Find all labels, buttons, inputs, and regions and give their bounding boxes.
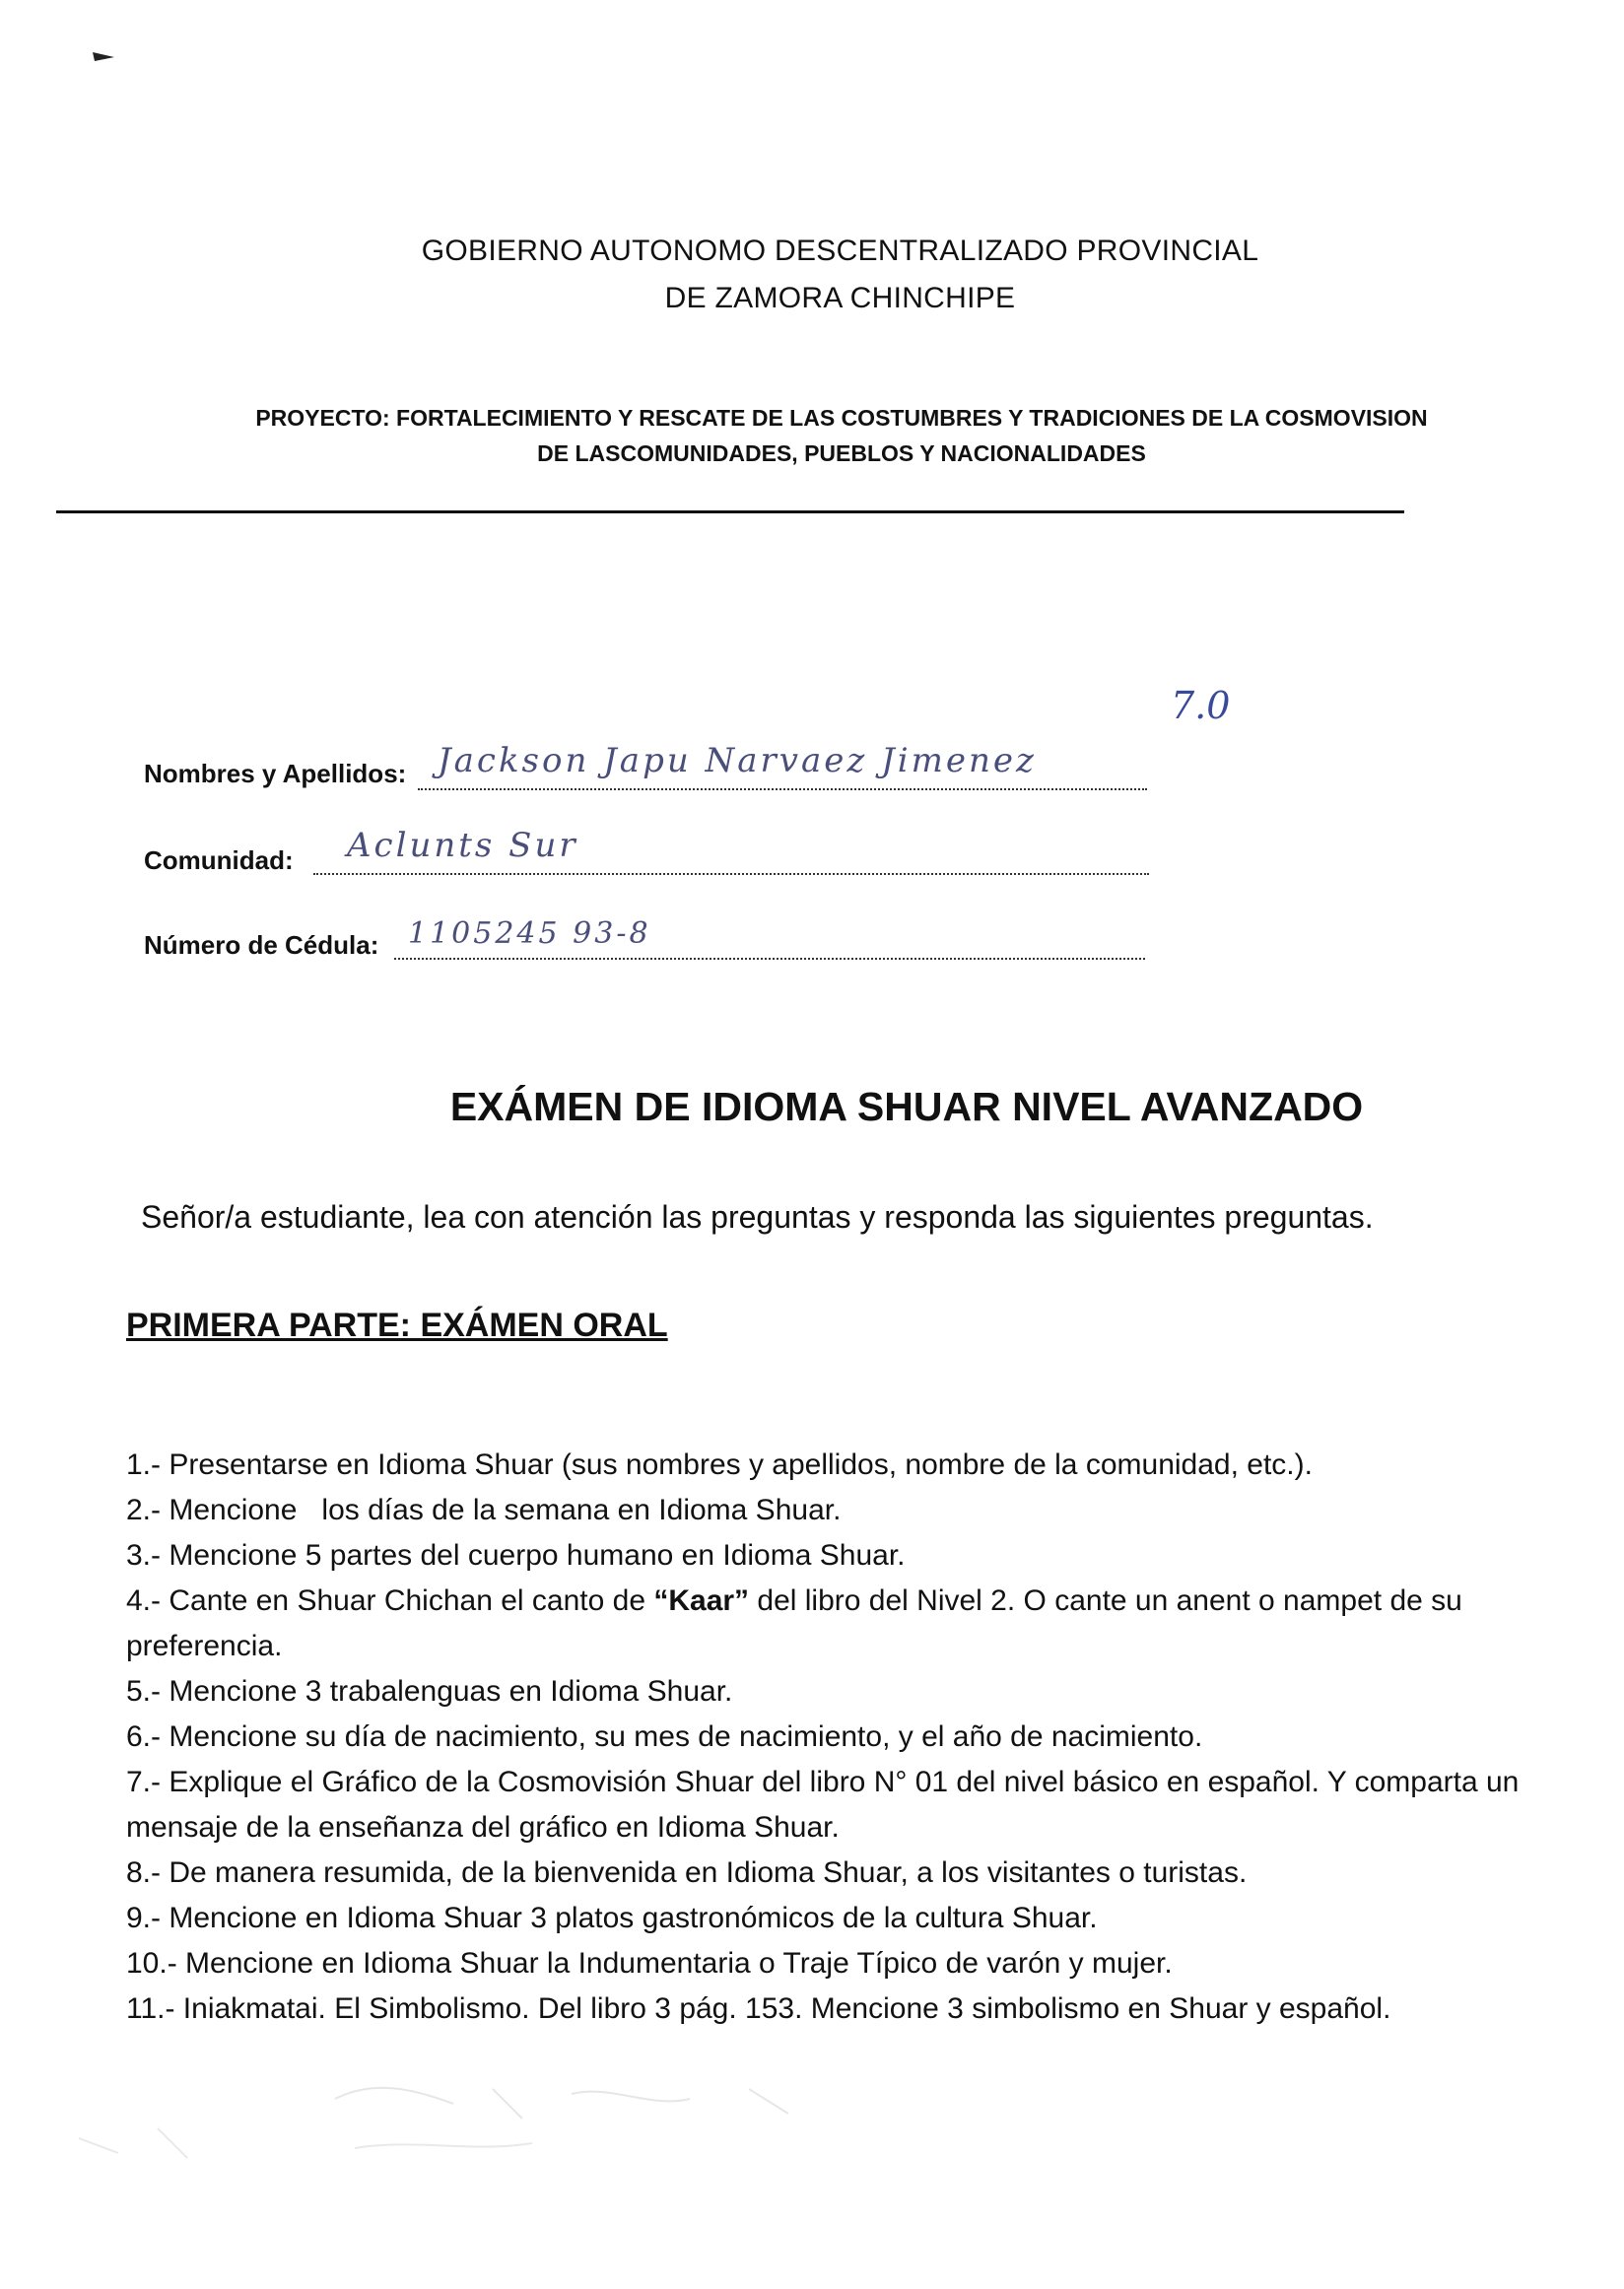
community-label: Comunidad: [144,845,294,875]
question-2: 2.- Mencione los días de la semana en Idioma Shuar. [126,1494,842,1526]
part-title: PRIMERA PARTE: EXÁMEN ORAL [126,1307,668,1344]
question-1: 1.- Presentarse en Idioma Shuar (sus nombres y apellidos, nombre de la comunidad, etc.). [126,1448,1313,1481]
exam-intro: Señor/a estudiante, lea con atención las preguntas y responda las siguientes preguntas. [141,1199,1374,1235]
header-divider [56,510,1404,513]
question-4-song-title: “Kaar” [653,1584,750,1617]
question-list [126,1443,1565,2032]
id-label: Número de Cédula: [144,930,379,960]
grade-mark [1171,684,1259,731]
question-9: 9.- Mencione en Idioma Shuar 3 platos gastronómicos de la cultura Shuar. [126,1902,1098,1934]
exam-title: EXÁMEN DE IDIOMA SHUAR NIVEL AVANZADO [449,1084,1364,1129]
scan-speck-icon [91,49,120,63]
grade-mark-text: 7.0 [1171,684,1231,727]
question-4-text-b: del libro del Nivel 2. O cante un anent o nampet de su preferencia. [126,1584,1462,1662]
question-5: 5.- Mencione 3 trabalenguas en Idioma Shuar. [126,1675,733,1708]
question-4 [126,1579,1545,1669]
community-handwritten: Aclunts Sur [347,826,578,865]
name-label: Nombres y Apellidos: [144,759,407,788]
name-dotted-line [418,788,1147,790]
id-handwritten: 1105245 93-8 [408,916,651,951]
bleed-through-marks [59,2059,847,2168]
project-line-1: PROYECTO: FORTALECIMIENTO Y RESCATE DE LAS COSTUMBRES Y TRADICIONES DE LA COSMOVISION [255,405,1428,431]
community-dotted-line [313,873,1149,875]
question-8: 8.- De manera resumida, de la bienvenida en Idioma Shuar, a los visitantes o turistas. [126,1856,1248,1889]
project-line-2: DE LASCOMUNIDADES, PUEBLOS Y NACIONALIDADES [537,440,1146,466]
id-dotted-line [394,958,1145,960]
question-10: 10.- Mencione en Idioma Shuar la Indumentaria o Traje Típico de varón y mujer. [126,1947,1173,1980]
question-4-text-a: 4.- Cante en Shuar Chichan el canto de [126,1584,654,1617]
question-3: 3.- Mencione 5 partes del cuerpo humano en Idioma Shuar. [126,1539,906,1572]
question-11: 11.- Iniakmatai. El Simbolismo. Del libro 3 pág. 153. Mencione 3 simbolismo en Shuar y español. [126,1992,1391,2025]
header-line-2: DE ZAMORA CHINCHIPE [664,282,1016,314]
header-line-1: GOBIERNO AUTONOMO DESCENTRALIZADO PROVINCIAL [421,235,1259,267]
name-handwritten: Jackson Japu Narvaez Jimenez [438,741,1037,780]
question-6: 6.- Mencione su día de nacimiento, su mes de nacimiento, y el año de nacimiento. [126,1720,1203,1753]
question-7: 7.- Explique el Gráfico de la Cosmovisión Shuar del libro N° 01 del nivel básico en español. Y comparta un mensaje de la enseñanza del gráfico en Idioma Shuar. [126,1766,1520,1844]
